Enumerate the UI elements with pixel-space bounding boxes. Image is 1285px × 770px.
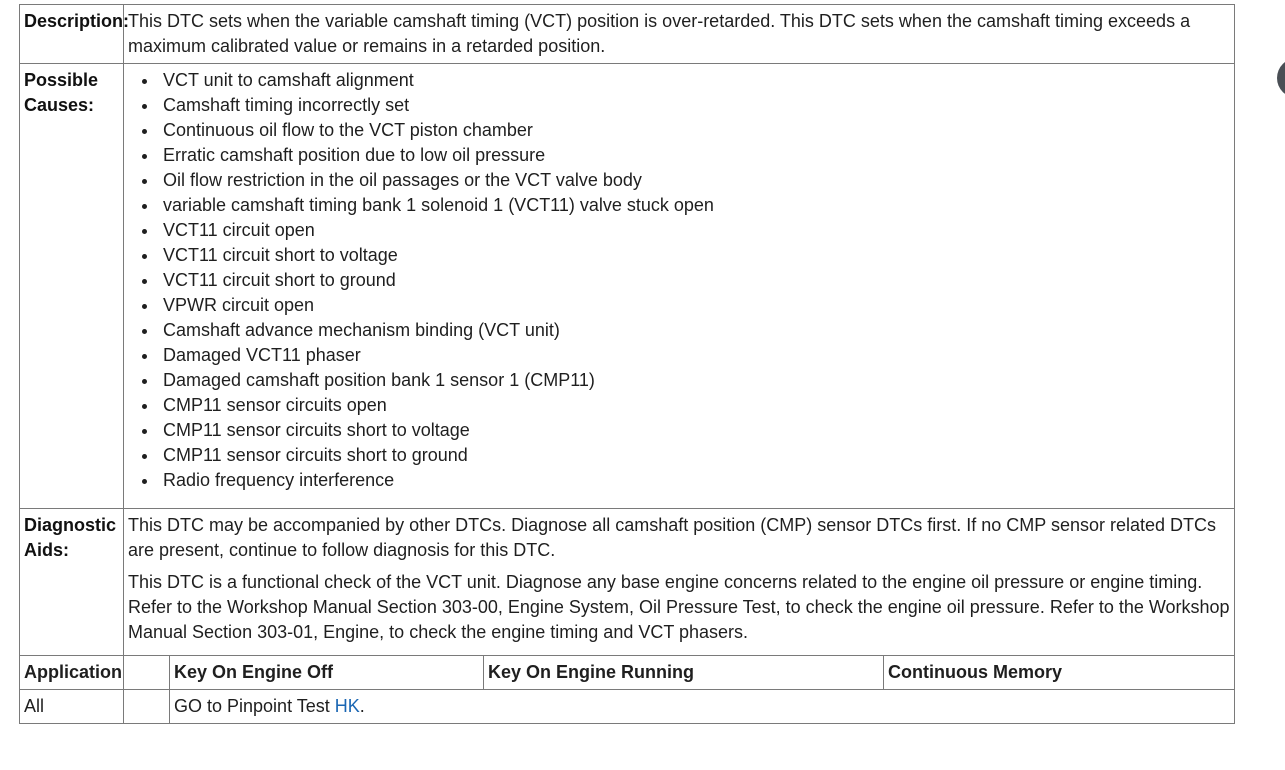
- cause-item: • VCT11 circuit short to ground: [159, 268, 1230, 293]
- diagnostic-aids-label-line2: Aids:: [24, 540, 69, 560]
- cause-item: • VCT11 circuit open: [159, 218, 1230, 243]
- pinpoint-test-hk-link[interactable]: HK: [334, 696, 360, 716]
- description-label: Description:: [20, 5, 124, 64]
- cause-item: • CMP11 sensor circuits short to ground: [159, 443, 1230, 468]
- cause-item: • variable camshaft timing bank 1 solenoid 1 (VCT11) valve stuck open: [159, 193, 1230, 218]
- cause-item: • Damaged VCT11 phaser: [159, 343, 1230, 368]
- diagnostic-aids-cell: [124, 509, 1235, 656]
- cause-item: • Camshaft advance mechanism binding (VCT unit): [159, 318, 1230, 343]
- pinpoint-test-cell: [170, 690, 1235, 724]
- possible-causes-label-line2: Causes:: [24, 95, 95, 115]
- dtc-info-table: [19, 4, 1235, 724]
- application-header: Application: [20, 656, 124, 690]
- diagnostic-aids-row: [20, 509, 1235, 656]
- application-value-spacer-cell: [124, 690, 170, 724]
- possible-causes-label: [20, 64, 124, 509]
- possible-causes-row: [20, 64, 1235, 509]
- koer-header: Key On Engine Running: [484, 656, 884, 690]
- cause-item: • Erratic camshaft position due to low oil pressure: [159, 143, 1230, 168]
- diagnostic-aids-paragraph: This DTC is a functional check of the VCT unit. Diagnose any base engine concerns related to the engine oil pressure or engine timing. Refer to the Workshop Manual Section 303-00, Engine System, Oil Pressure Test, to check the engine oil pressure. Refer to the Workshop Manual Section 303-01, Engine, to check the engine timing and VCT phasers.: [128, 572, 1230, 642]
- continuous-memory-header: Continuous Memory: [884, 656, 1235, 690]
- cause-item: • VCT11 circuit short to voltage: [159, 243, 1230, 268]
- application-header-row: [20, 656, 1235, 690]
- pinpoint-test-text: GO to Pinpoint Test: [174, 696, 335, 716]
- koeo-header: Key On Engine Off: [170, 656, 484, 690]
- application-value-row: [20, 690, 1235, 724]
- pinpoint-test-suffix: .: [359, 696, 365, 716]
- application-spacer-cell: [124, 656, 170, 690]
- cause-item: • Oil flow restriction in the oil passages or the VCT valve body: [159, 168, 1230, 193]
- cause-item: • Radio frequency interference: [159, 468, 1230, 493]
- causes-list: [128, 68, 1230, 504]
- cause-item: • VPWR circuit open: [159, 293, 1230, 318]
- description-text: This DTC sets when the variable camshaft timing (VCT) position is over-retarded. This DTC sets when the camshaft timing exceeds a maximum calibrated value or remains in a retarded position.: [124, 5, 1235, 64]
- diagnostic-aids-label: [20, 509, 124, 656]
- diagnostic-aids-paragraph: This DTC may be accompanied by other DTCs. Diagnose all camshaft position (CMP) sensor DTCs first. If no CMP sensor related DTCs are present, continue to follow diagnosis for this DTC.: [128, 515, 1217, 560]
- cause-item: • Continuous oil flow to the VCT piston chamber: [159, 118, 1230, 143]
- cause-item: • CMP11 sensor circuits short to voltage: [159, 418, 1230, 443]
- possible-causes-cell: [124, 64, 1235, 509]
- cause-item: • CMP11 sensor circuits open: [159, 393, 1230, 418]
- cause-item: • Damaged camshaft position bank 1 sensor 1 (CMP11): [159, 368, 1230, 393]
- possible-causes-label-line1: Possible: [24, 70, 99, 90]
- scroll-to-top-button[interactable]: [1277, 58, 1285, 98]
- cause-item: • Camshaft timing incorrectly set: [159, 93, 1230, 118]
- description-row: [20, 5, 1235, 64]
- application-value: All: [20, 690, 124, 724]
- cause-item: • VCT unit to camshaft alignment: [159, 68, 1230, 93]
- diagnostic-aids-label-line1: Diagnostic: [24, 515, 117, 535]
